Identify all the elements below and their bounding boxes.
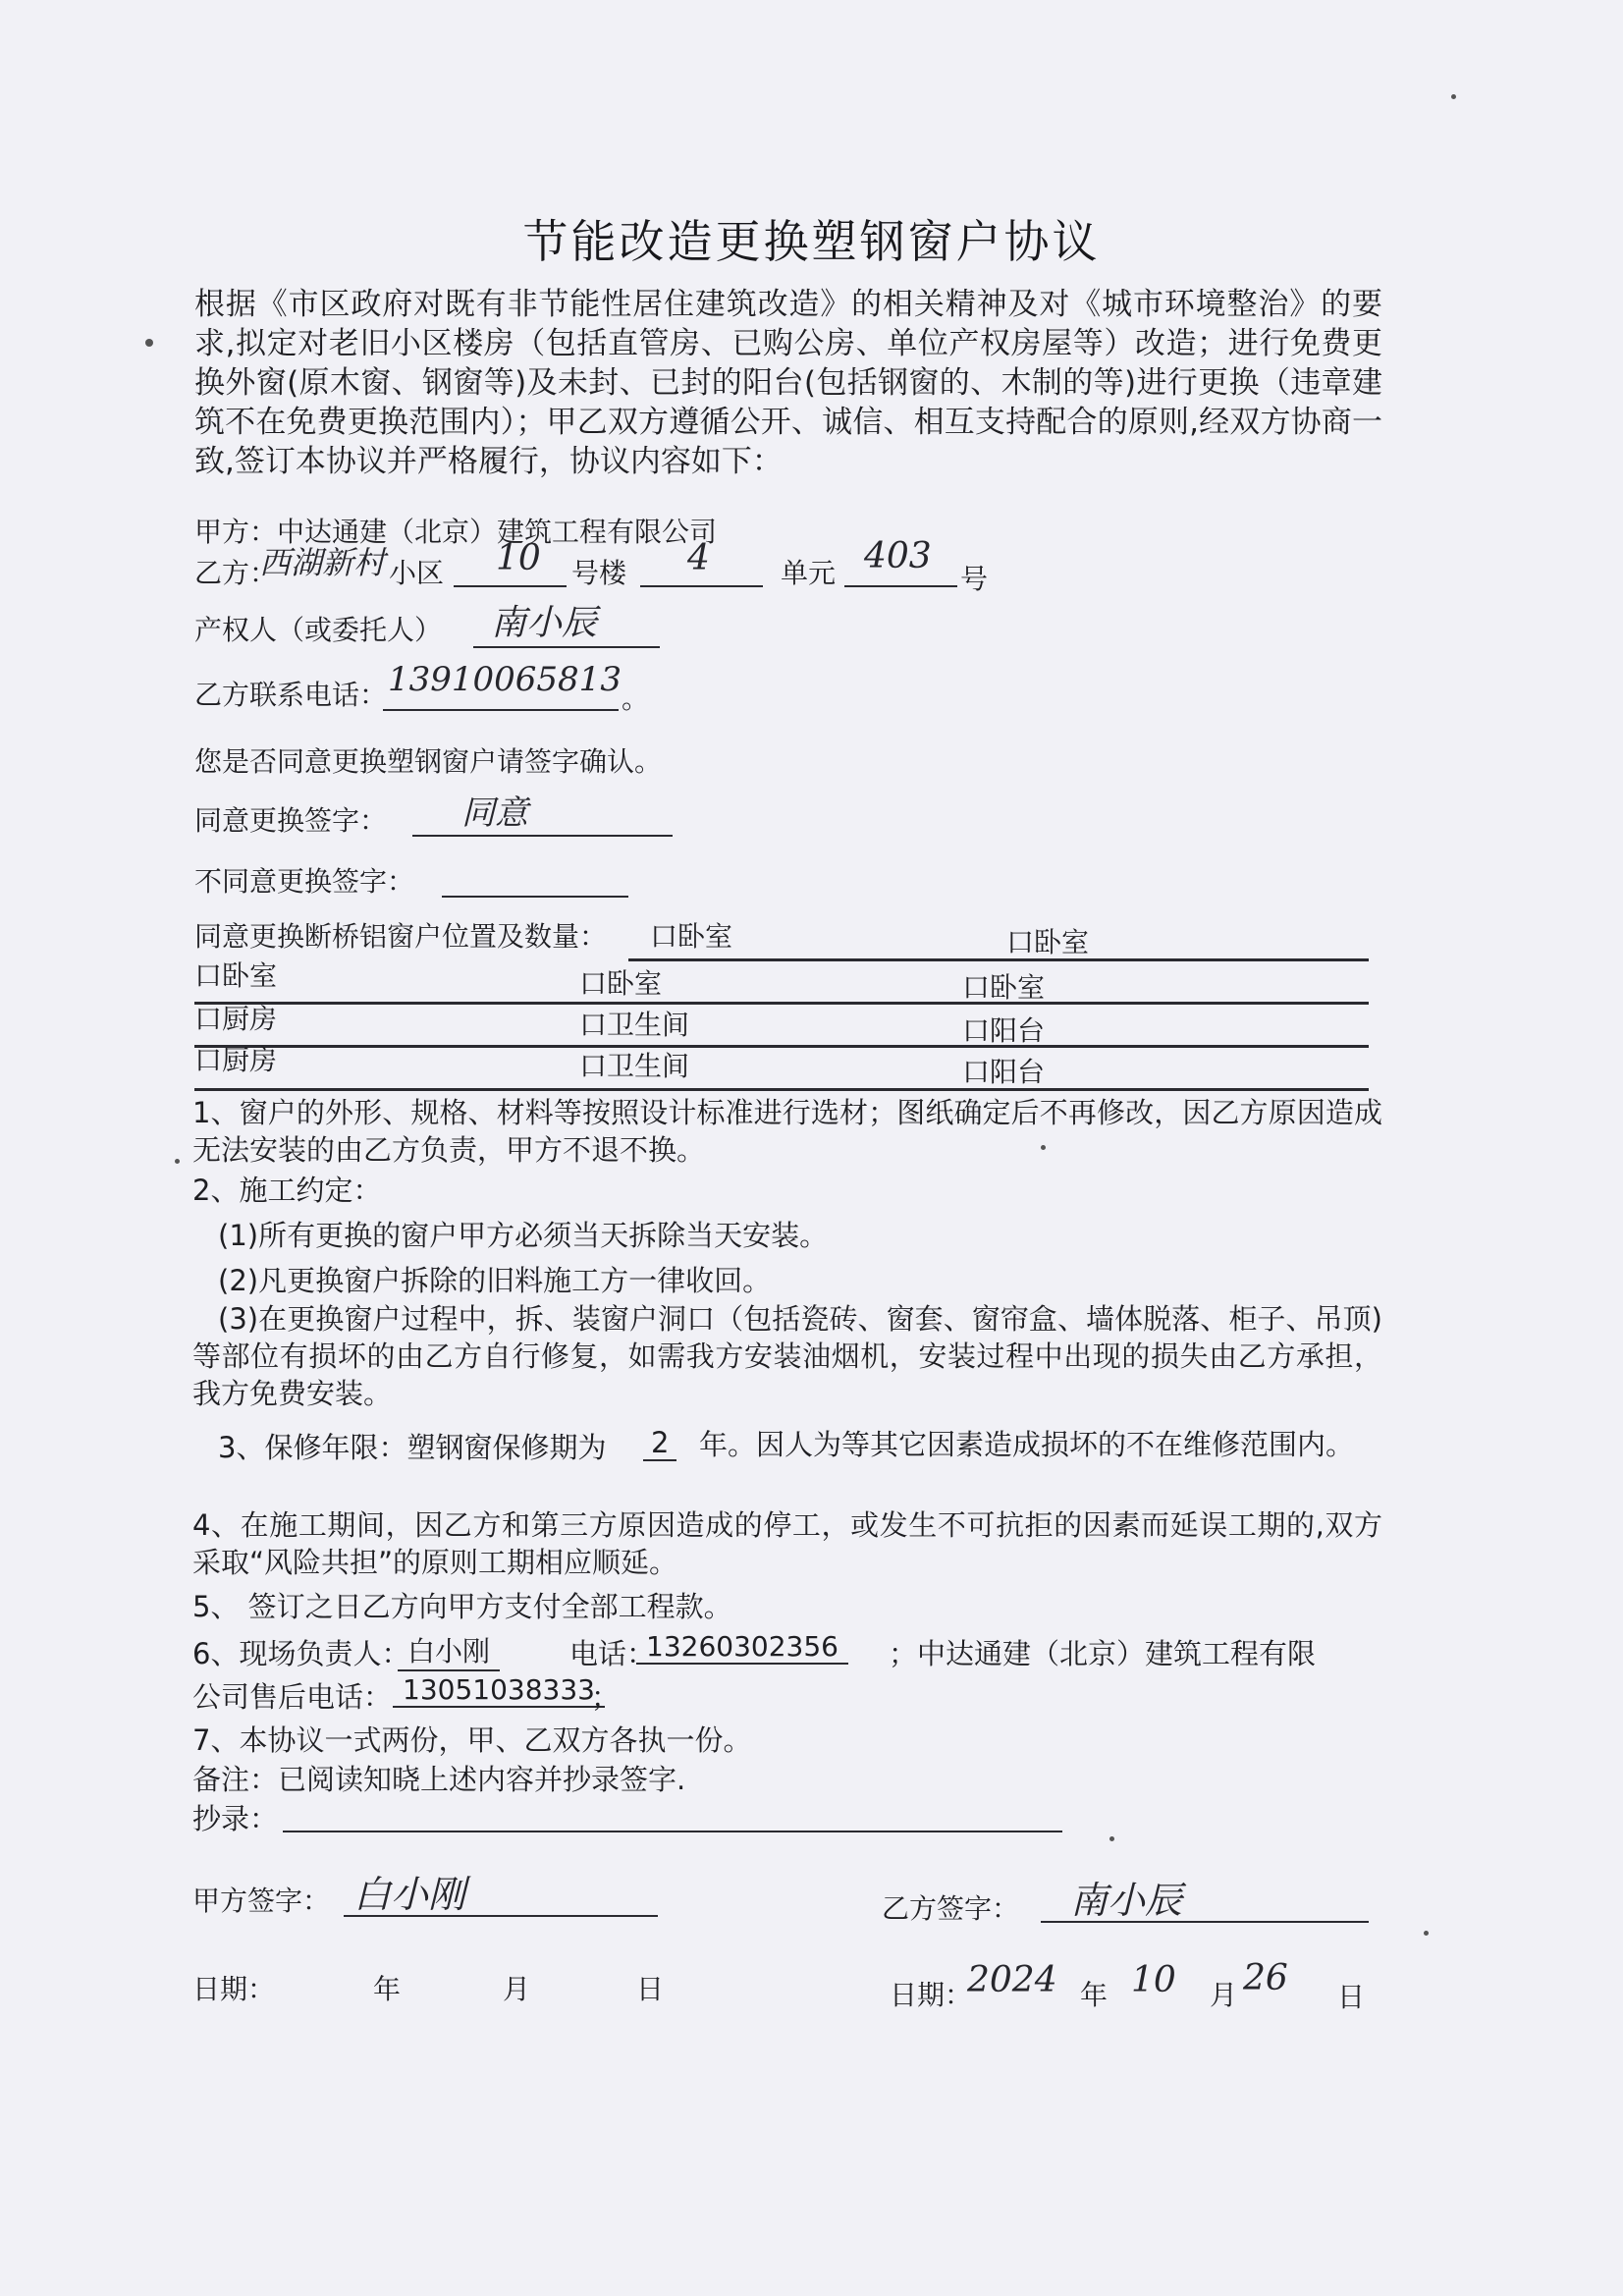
disagree-label: 不同意更换签字：	[194, 865, 415, 898]
consent-question: 您是否同意更换塑钢窗户请签字确认。	[194, 745, 663, 778]
windows-row-line	[194, 1045, 1369, 1048]
site-manager-phone: 13260302356	[636, 1630, 848, 1665]
party-b-sign-label: 乙方签字：	[882, 1892, 1020, 1925]
window-checkbox: 口卧室	[650, 920, 733, 953]
clause-6-aftersales-label: 公司售后电话：	[192, 1680, 393, 1714]
disagree-underline	[442, 896, 628, 898]
room-suffix: 号	[960, 563, 989, 595]
clause-5: 5、 签订之日乙方向甲方支付全部工程款。	[192, 1590, 732, 1623]
party-a-date-label: 日期：	[192, 1973, 276, 2005]
agree-label: 同意更换签字：	[194, 804, 388, 837]
copy-underline	[283, 1831, 1062, 1832]
clause-7: 7、本协议一式两份，甲、乙双方各执一份。	[192, 1723, 752, 1757]
party-b-date-month: 月	[1210, 1979, 1238, 2011]
party-b-date-label: 日期：	[890, 1979, 973, 2011]
agree-signature: 同意	[461, 793, 528, 833]
clause-4: 4、在施工期间，因乙方和第三方原因造成的停工，或发生不可抗拒的因素而延误工期的,双方采取“风险共担”的原则工期相应顺延。	[192, 1508, 1382, 1579]
room-underline	[844, 585, 957, 587]
community-suffix: 小区	[389, 557, 445, 589]
unit-suffix: 单元	[781, 557, 837, 589]
scan-speck	[175, 1159, 180, 1164]
scan-speck	[1041, 1145, 1046, 1150]
owner-label: 产权人（或委托人）	[194, 614, 443, 646]
window-checkbox: 口厨房	[194, 1044, 278, 1076]
window-checkbox: 口卫生间	[579, 1009, 690, 1041]
unit-handwritten: 4	[687, 538, 710, 578]
party-a-line: 甲方：中达通建（北京）建筑工程有限公司	[194, 516, 718, 548]
phone-underline	[383, 709, 619, 711]
owner-signature: 南小辰	[491, 603, 598, 643]
clause-1: 1、窗户的外形、规格、材料等按照设计标准进行选材；图纸确定后不再修改，因乙方原因造成无法安装的由乙方负责，甲方不退不换。	[192, 1096, 1382, 1167]
window-checkbox: 口卧室	[1006, 926, 1090, 958]
clause-2-2: (2)凡更换窗户拆除的旧料施工方一律收回。	[218, 1264, 772, 1297]
clause-2-1: (1)所有更换的窗户甲方必须当天拆除当天安装。	[218, 1219, 829, 1252]
scan-speck	[1424, 1931, 1429, 1936]
site-manager-name: 白小刚	[398, 1630, 500, 1671]
scan-speck	[1109, 1836, 1114, 1841]
clause-6-end: ；	[591, 1680, 621, 1714]
party-a-date-month: 月	[503, 1973, 531, 2005]
agree-underline	[412, 835, 673, 837]
windows-row-line	[194, 1088, 1369, 1091]
window-checkbox: 口阳台	[962, 1056, 1046, 1088]
document-title: 节能改造更换塑钢窗户协议	[522, 215, 1101, 268]
window-checkbox: 口卧室	[579, 967, 663, 1000]
window-checkbox: 口阳台	[962, 1014, 1046, 1047]
window-checkbox: 口卫生间	[579, 1050, 690, 1082]
warranty-years: 2	[643, 1426, 676, 1461]
window-checkbox: 口厨房	[194, 1003, 278, 1035]
copy-label: 抄录：	[192, 1802, 279, 1835]
party-a-date-day: 日	[636, 1973, 665, 2005]
clause-6-company: ；中达通建（北京）建筑工程有限	[889, 1637, 1317, 1670]
clause-2: 2、施工约定：	[192, 1174, 382, 1207]
clause-6-prefix: 6、现场负责人：	[192, 1637, 410, 1670]
unit-underline	[640, 585, 763, 587]
party-b-date-month-value: 10	[1131, 1960, 1176, 2000]
party-a-sign-label: 甲方签字：	[192, 1885, 331, 1917]
room-handwritten: 403	[864, 536, 932, 576]
scan-speck	[1451, 94, 1456, 99]
window-checkbox: 口卧室	[194, 959, 278, 992]
scan-speck	[145, 339, 153, 347]
intro-paragraph: 根据《市区政府对既有非节能性居住建筑改造》的相关精神及对《城市环境整治》的要求,拟定对老旧小区楼房（包括直管房、已购公房、单位产权房屋等）改造；进行免费更换外窗(原木窗、钢窗等)及未封、已封的阳台(包括钢窗的、木制的等)进行更换（违章建筑不在免费更换范围内）；甲乙双方遵循公开、诚信、相互支持配合的原则,经双方协商一致,签订本协议并严格履行，协议内容如下：	[194, 287, 1382, 479]
phone-end: 。	[622, 683, 650, 715]
party-b-date-day-value: 26	[1243, 1958, 1288, 1998]
community-handwritten: 西湖新村	[259, 544, 386, 581]
clause-6-phone-label: 电话：	[569, 1637, 656, 1670]
building-suffix: 号楼	[571, 557, 627, 589]
party-a-date-year: 年	[373, 1973, 402, 2005]
party-b-date-year-value: 2024	[967, 1960, 1057, 2000]
clause-2-3: (3)在更换窗户过程中，拆、装窗户洞口（包括瓷砖、窗套、窗帘盒、墙体脱落、柜子、吊顶)等部位有损坏的由乙方自行修复，如需我方安装油烟机，安装过程中出现的损失由乙方承担，我方免费安装。	[192, 1302, 1382, 1410]
windows-row-line	[194, 1002, 1369, 1005]
party-b-date-day: 日	[1337, 1981, 1366, 2013]
party-b-signature: 南小辰	[1070, 1879, 1183, 1922]
window-checkbox: 口卧室	[962, 971, 1046, 1004]
windows-row-line	[628, 958, 1369, 961]
party-b-date-year: 年	[1080, 1979, 1109, 2011]
aftersales-phone: 13051038333	[393, 1673, 605, 1708]
building-handwritten: 10	[496, 538, 541, 578]
building-underline	[454, 585, 567, 587]
owner-underline	[473, 646, 660, 648]
windows-label: 同意更换断桥铝窗户位置及数量：	[194, 920, 608, 953]
phone-handwritten: 13910065813	[388, 660, 622, 699]
phone-label: 乙方联系电话：	[194, 679, 388, 711]
remark: 备注：已阅读知晓上述内容并抄录签字.	[192, 1763, 686, 1796]
clause-3-suffix: 年。因人为等其它因素造成损坏的不在维修范围内。	[699, 1428, 1355, 1461]
clause-3-prefix: 3、保修年限：塑钢窗保修期为	[218, 1431, 607, 1464]
party-a-signature: 白小刚	[353, 1873, 466, 1916]
party-b-label: 乙方：	[194, 557, 278, 589]
